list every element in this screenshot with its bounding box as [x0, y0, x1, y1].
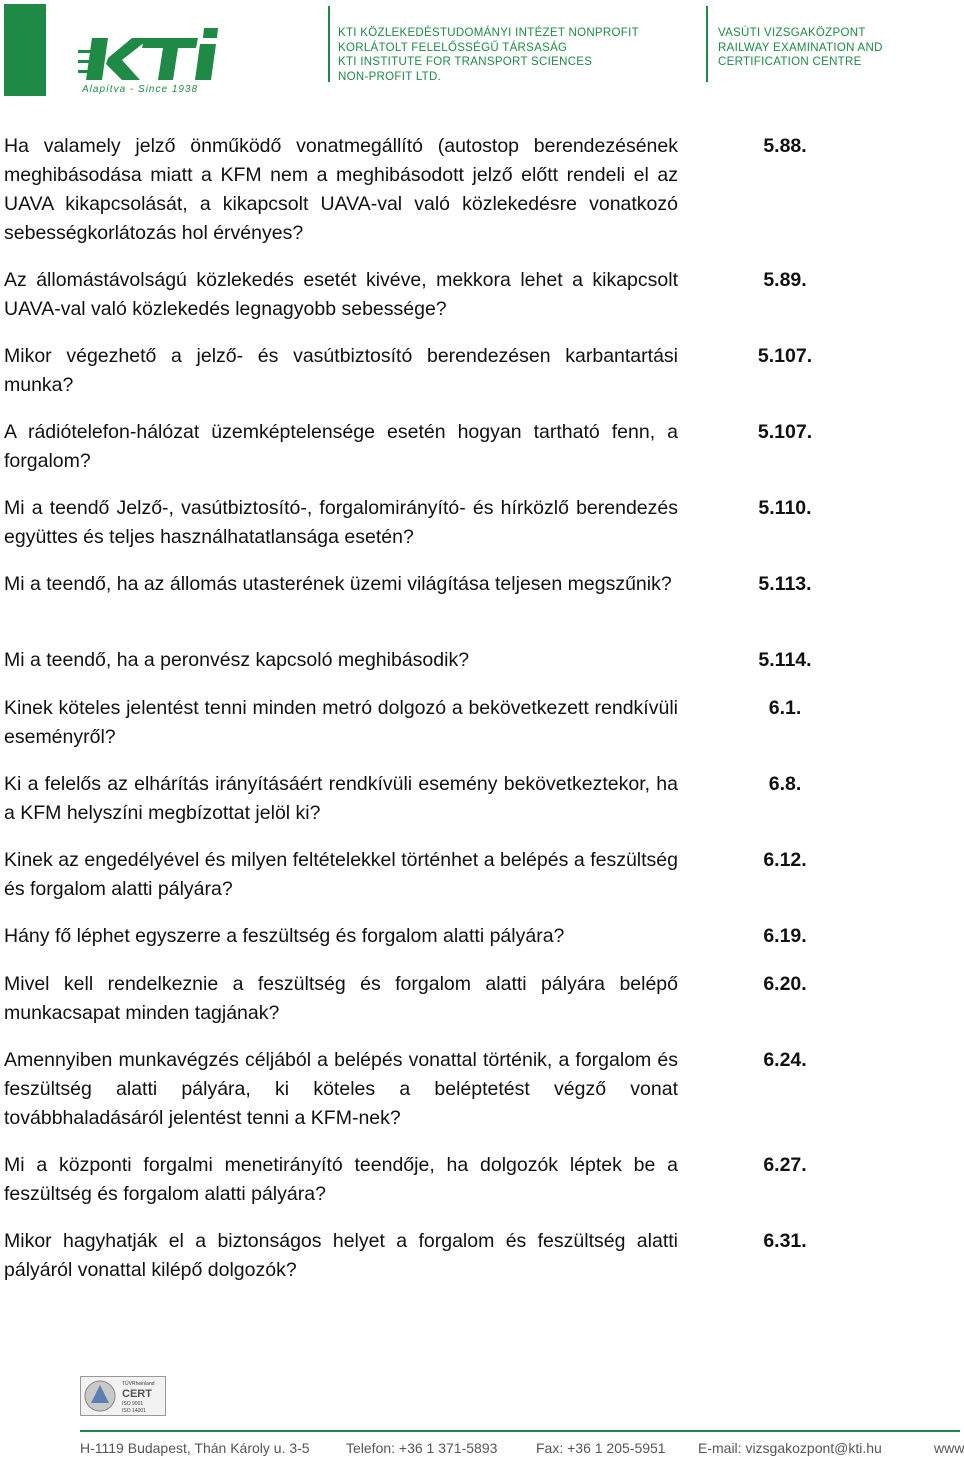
- question-reference: 6.12.: [763, 849, 807, 871]
- brand-bar: [4, 4, 46, 96]
- centre-line: RAILWAY EXAMINATION AND: [718, 41, 883, 54]
- question-text: Amennyiben munkavégzés céljából a belépés vonattal történik, a forgalom és feszültség alatti pályára, ki köteles a beléptetést végző vonat továbbhaladásáról jelentést tenni a KFM-nek?: [4, 1049, 678, 1129]
- institute-name: [338, 26, 639, 84]
- cert-brand: TÜVRheinland: [122, 1381, 155, 1387]
- question-text: Mi a teendő Jelző-, vasútbiztosító-, forgalomirányító- és hírközlő berendezés együttes és teljes használhatatlansága esetén?: [4, 497, 678, 548]
- header-divider: [328, 6, 330, 82]
- question-text: Mikor végezhető a jelző- és vasútbiztosító berendezésen karbantartási munka?: [4, 345, 678, 396]
- question-text: Kinek köteles jelentést tenni minden metró dolgozó a bekövetkezett rendkívüli eseményről?: [4, 697, 678, 748]
- cert-label: CERT: [122, 1388, 152, 1400]
- question-reference: 5.89.: [763, 269, 807, 291]
- question-reference: 6.20.: [763, 973, 807, 995]
- question-text: Mivel kell rendelkeznie a feszültség és forgalom alatti pályára belépő munkacsapat minden tagjának?: [4, 973, 678, 1024]
- footer-address: H-1119 Budapest, Thán Károly u. 3-5: [80, 1440, 310, 1456]
- question-reference: 6.27.: [763, 1154, 807, 1176]
- footer-fax: Fax: +36 1 205-5951: [536, 1440, 666, 1456]
- cert-iso-9001: ISO 9001: [122, 1401, 144, 1407]
- question-text: Hány fő léphet egyszerre a feszültség és forgalom alatti pályára?: [4, 925, 565, 947]
- question-reference: 5.110.: [758, 497, 812, 519]
- question-reference: 5.107.: [757, 421, 813, 443]
- question-reference: 5.114.: [758, 649, 812, 671]
- question-reference: 6.1.: [768, 697, 802, 719]
- question-text: Mi a központi forgalmi menetirányító teendője, ha dolgozók léptek be a feszültség és forgalom alatti pályára?: [4, 1154, 678, 1205]
- logo-tagline: Alapítva - Since 1938: [82, 84, 199, 95]
- question-text: Ki a felelős az elhárítás irányításáért rendkívüli esemény bekövetkeztekor, ha a KFM helyszíni megbízottat jelöl ki?: [4, 773, 678, 824]
- footer-web[interactable]: www: [934, 1440, 964, 1456]
- question-reference: 6.24.: [763, 1049, 807, 1071]
- question-reference: 6.31.: [763, 1230, 807, 1252]
- question-reference: 6.8.: [768, 773, 802, 795]
- institute-line: KTI INSTITUTE FOR TRANSPORT SCIENCES: [338, 56, 593, 68]
- question-text: Ha valamely jelző önműködő vonatmegállító (autostop berendezésének meghibásodása miatt a KFM nem a meghibásodott jelző előtt rendeli el az UAVA kikapcsolását, a kikapcsolt UAVA-val való közlekedésre vonatkozó sebességkorlátozás hol érvényes?: [4, 135, 678, 244]
- question-reference: 5.88.: [763, 135, 807, 157]
- tuv-cert-badge: [80, 1376, 166, 1416]
- footer-email[interactable]: E-mail: vizsgakozpont@kti.hu: [698, 1440, 882, 1456]
- page-header: [0, 0, 960, 100]
- question-reference: 5.107.: [757, 345, 813, 367]
- question-text: Mi a teendő, ha az állomás utasterének üzemi világítása teljesen megszűnik?: [4, 573, 672, 595]
- question-text: Mi a teendő, ha a peronvész kapcsoló meghibásodik?: [4, 649, 470, 671]
- centre-line: VASÚTI VIZSGAKÖZPONT: [718, 27, 866, 39]
- institute-line: NON-PROFIT LTD.: [338, 70, 442, 83]
- footer-phone: Telefon: +36 1 371-5893: [346, 1440, 498, 1456]
- question-reference: 5.113.: [758, 573, 812, 595]
- footer-divider: [80, 1430, 960, 1432]
- centre-name: [718, 26, 883, 70]
- question-text: Az állomástávolságú közlekedés esetét kivéve, mekkora lehet a kikapcsolt UAVA-val való közlekedés legnagyobb sebessége?: [4, 269, 678, 320]
- question-text: Mikor hagyhatják el a biztonságos helyet a forgalom és feszültség alatti pályáról vonattal kilépő dolgozók?: [4, 1230, 678, 1281]
- question-text: Kinek az engedélyével és milyen feltételekkel történhet a belépés a feszültség és forgalom alatti pályára?: [4, 849, 678, 900]
- centre-line: CERTIFICATION CENTRE: [718, 56, 862, 68]
- header-divider: [706, 6, 708, 82]
- cert-iso-14001: ISO 14001: [122, 1408, 146, 1414]
- institute-line: KTI KÖZLEKEDÉSTUDOMÁNYI INTÉZET NONPROFIT: [338, 27, 639, 39]
- question-reference: 6.19.: [763, 925, 807, 947]
- question-text: A rádiótelefon-hálózat üzemképtelensége esetén hogyan tartható fenn, a forgalom?: [4, 421, 678, 472]
- institute-line: KORLÁTOLT FELELŐSSÉGŰ TÁRSASÁG: [338, 41, 568, 54]
